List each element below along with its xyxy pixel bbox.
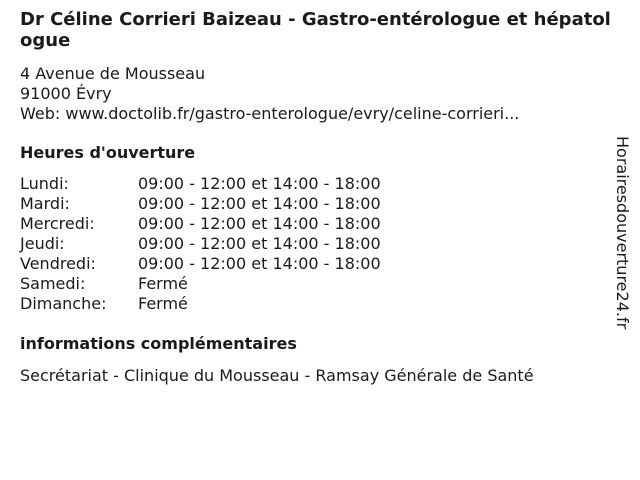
address-block xyxy=(20,64,612,124)
day-hours: 09:00 - 12:00 et 14:00 - 18:00 xyxy=(138,174,381,193)
day-label: Vendredi: xyxy=(20,254,96,273)
day-hours: Fermé xyxy=(138,274,188,293)
page-title: Dr Céline Corrieri Baizeau - Gastro-entérologue et hépatologue xyxy=(20,9,611,51)
address-street: 4 Avenue de Mousseau xyxy=(20,64,206,83)
website-link[interactable]: Web: www.doctolib.fr/gastro-enterologue/evry/celine-corrieri... xyxy=(20,104,520,123)
hours-row-wednesday xyxy=(20,214,612,234)
day-label: Lundi: xyxy=(20,174,69,193)
hours-table xyxy=(20,174,612,314)
info-text: Secrétariat - Clinique du Mousseau - Ramsay Générale de Santé xyxy=(20,366,534,385)
day-hours: Fermé xyxy=(138,294,188,313)
day-label: Samedi: xyxy=(20,274,86,293)
hours-row-monday xyxy=(20,174,612,194)
day-hours: 09:00 - 12:00 et 14:00 - 18:00 xyxy=(138,234,381,253)
day-hours: 09:00 - 12:00 et 14:00 - 18:00 xyxy=(138,254,381,273)
day-label: Dimanche: xyxy=(20,294,107,313)
hours-row-tuesday xyxy=(20,194,612,214)
hours-heading: Heures d'ouverture xyxy=(20,143,196,162)
site-brand-vertical: Horairesdouverture24.fr xyxy=(613,136,632,330)
day-label: Jeudi: xyxy=(20,234,65,253)
hours-row-saturday xyxy=(20,274,612,294)
address-city: 91000 Évry xyxy=(20,84,112,103)
info-heading: informations complémentaires xyxy=(20,334,297,353)
day-label: Mardi: xyxy=(20,194,70,213)
day-hours: 09:00 - 12:00 et 14:00 - 18:00 xyxy=(138,194,381,213)
hours-row-friday xyxy=(20,254,612,274)
hours-row-thursday xyxy=(20,234,612,254)
day-label: Mercredi: xyxy=(20,214,95,233)
day-hours: 09:00 - 12:00 et 14:00 - 18:00 xyxy=(138,214,381,233)
listing-card xyxy=(20,9,612,386)
hours-row-sunday xyxy=(20,294,612,314)
